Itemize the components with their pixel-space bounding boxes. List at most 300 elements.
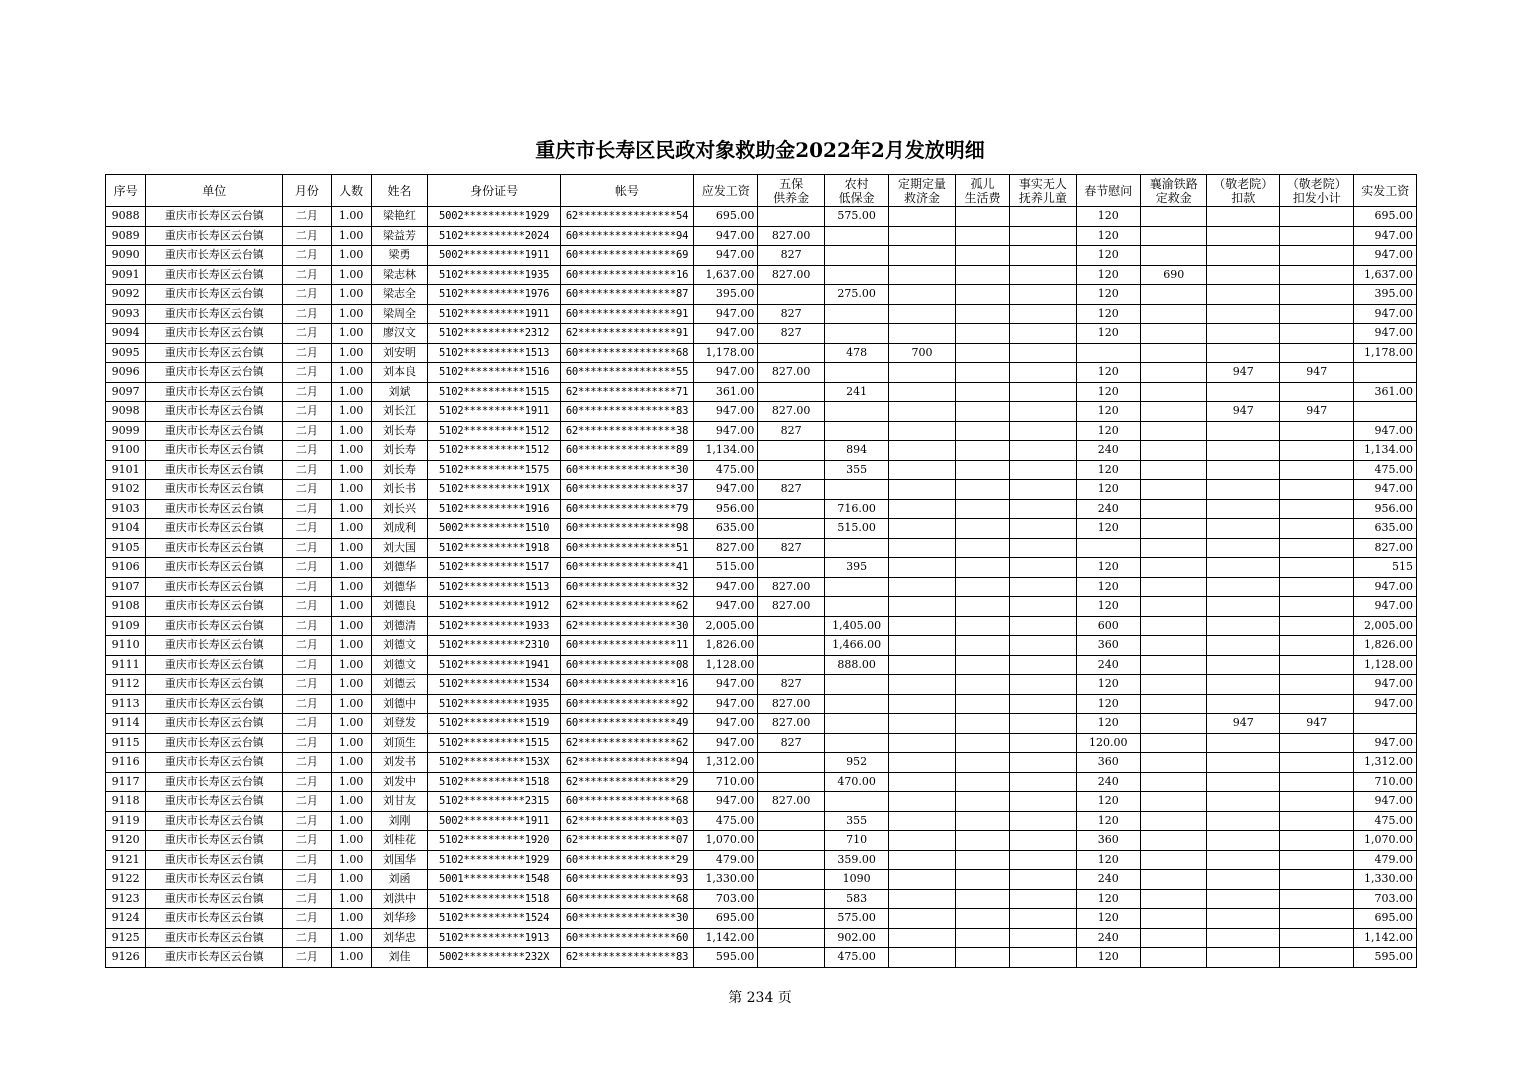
count-cell: 1.00	[331, 870, 371, 890]
month-cell: 二月	[283, 538, 331, 558]
name-cell: 刘德良	[371, 597, 427, 617]
five-guarantee-cell	[758, 616, 824, 636]
account-cell: 60****************68	[561, 343, 694, 363]
count-cell: 1.00	[331, 460, 371, 480]
page-number: 第 234 页	[728, 990, 792, 1006]
five-guarantee-cell: 827	[758, 304, 824, 324]
count-cell: 1.00	[331, 304, 371, 324]
nursing-home-deduction-subtotal-cell	[1279, 558, 1354, 578]
rural-subsistence-cell	[824, 226, 888, 246]
table-row	[106, 811, 1417, 831]
de-facto-unsupported-child-cell	[1010, 948, 1076, 968]
unit-cell: 重庆市长寿区云台镇	[146, 889, 283, 909]
rural-subsistence-cell: 583	[824, 889, 888, 909]
actual-pay-cell: 947.00	[1354, 675, 1417, 695]
regular-relief-cell	[889, 499, 955, 519]
name-cell: 刘长寿	[371, 421, 427, 441]
railway-relief-cell	[1141, 655, 1207, 675]
regular-relief-cell	[889, 480, 955, 500]
railway-relief-cell	[1141, 480, 1207, 500]
column-header-label: 单位	[202, 183, 227, 198]
id-number-cell: 5102**********1513	[428, 343, 561, 363]
regular-relief-cell	[889, 792, 955, 812]
nursing-home-deduction-cell	[1207, 675, 1279, 695]
orphan-allowance-cell	[955, 714, 1009, 734]
spring-festival-cell: 120	[1076, 694, 1140, 714]
nursing-home-deduction-subtotal-cell	[1279, 811, 1354, 831]
spring-festival-cell: 120	[1076, 519, 1140, 539]
nursing-home-deduction-subtotal-cell	[1279, 616, 1354, 636]
account-cell: 62****************62	[561, 733, 694, 753]
month-cell: 二月	[283, 870, 331, 890]
serial-cell: 9117	[106, 772, 146, 792]
railway-relief-cell	[1141, 499, 1207, 519]
railway-relief-cell	[1141, 577, 1207, 597]
serial-cell: 9103	[106, 499, 146, 519]
orphan-allowance-cell	[955, 616, 1009, 636]
column-header	[758, 175, 824, 207]
unit-cell: 重庆市长寿区云台镇	[146, 948, 283, 968]
orphan-allowance-cell	[955, 402, 1009, 422]
spring-festival-cell: 240	[1076, 441, 1140, 461]
actual-pay-cell: 827.00	[1354, 538, 1417, 558]
nursing-home-deduction-cell	[1207, 655, 1279, 675]
table-row	[106, 519, 1417, 539]
rural-subsistence-cell: 1,466.00	[824, 636, 888, 656]
actual-pay-cell: 947.00	[1354, 597, 1417, 617]
five-guarantee-cell	[758, 909, 824, 929]
nursing-home-deduction-subtotal-cell	[1279, 441, 1354, 461]
rural-subsistence-cell	[824, 480, 888, 500]
name-cell: 刘发书	[371, 753, 427, 773]
actual-pay-cell: 947.00	[1354, 421, 1417, 441]
column-header	[331, 175, 371, 207]
account-cell: 60****************60	[561, 928, 694, 948]
spring-festival-cell: 120.00	[1076, 733, 1140, 753]
count-cell: 1.00	[331, 948, 371, 968]
actual-pay-cell: 695.00	[1354, 909, 1417, 929]
account-cell: 62****************71	[561, 382, 694, 402]
five-guarantee-cell: 827.00	[758, 714, 824, 734]
de-facto-unsupported-child-cell	[1010, 480, 1076, 500]
railway-relief-cell	[1141, 811, 1207, 831]
spring-festival-cell	[1076, 343, 1140, 363]
rural-subsistence-cell	[824, 538, 888, 558]
nursing-home-deduction-subtotal-cell	[1279, 870, 1354, 890]
nursing-home-deduction-subtotal-cell	[1279, 382, 1354, 402]
nursing-home-deduction-cell	[1207, 480, 1279, 500]
serial-cell: 9096	[106, 363, 146, 383]
de-facto-unsupported-child-cell	[1010, 597, 1076, 617]
nursing-home-deduction-subtotal-cell	[1279, 246, 1354, 266]
name-cell: 刘佳	[371, 948, 427, 968]
actual-pay-cell	[1354, 714, 1417, 734]
spring-festival-cell: 120	[1076, 265, 1140, 285]
month-cell: 二月	[283, 460, 331, 480]
payable-cell: 1,312.00	[693, 753, 757, 773]
spring-festival-cell: 240	[1076, 772, 1140, 792]
payable-cell: 479.00	[693, 850, 757, 870]
de-facto-unsupported-child-cell	[1010, 207, 1076, 227]
de-facto-unsupported-child-cell	[1010, 538, 1076, 558]
payable-cell: 947.00	[693, 733, 757, 753]
five-guarantee-cell: 827.00	[758, 694, 824, 714]
spring-festival-cell: 120	[1076, 558, 1140, 578]
month-cell: 二月	[283, 831, 331, 851]
payable-cell: 947.00	[693, 675, 757, 695]
nursing-home-deduction-cell	[1207, 460, 1279, 480]
spring-festival-cell: 120	[1076, 226, 1140, 246]
nursing-home-deduction-subtotal-cell: 947	[1279, 363, 1354, 383]
name-cell: 梁周全	[371, 304, 427, 324]
railway-relief-cell	[1141, 421, 1207, 441]
month-cell: 二月	[283, 694, 331, 714]
rural-subsistence-cell	[824, 265, 888, 285]
id-number-cell: 5102**********2312	[428, 324, 561, 344]
orphan-allowance-cell	[955, 324, 1009, 344]
month-cell: 二月	[283, 246, 331, 266]
orphan-allowance-cell	[955, 538, 1009, 558]
account-cell: 60****************87	[561, 285, 694, 305]
column-header	[106, 175, 146, 207]
serial-cell: 9101	[106, 460, 146, 480]
railway-relief-cell	[1141, 870, 1207, 890]
actual-pay-cell: 395.00	[1354, 285, 1417, 305]
account-cell: 60****************94	[561, 226, 694, 246]
orphan-allowance-cell	[955, 207, 1009, 227]
spring-festival-cell: 120	[1076, 285, 1140, 305]
name-cell: 刘甘友	[371, 792, 427, 812]
nursing-home-deduction-subtotal-cell	[1279, 948, 1354, 968]
de-facto-unsupported-child-cell	[1010, 792, 1076, 812]
serial-cell: 9122	[106, 870, 146, 890]
month-cell: 二月	[283, 850, 331, 870]
orphan-allowance-cell	[955, 792, 1009, 812]
column-header-label: 身份证号	[470, 183, 519, 198]
nursing-home-deduction-cell	[1207, 792, 1279, 812]
rural-subsistence-cell: 241	[824, 382, 888, 402]
orphan-allowance-cell	[955, 343, 1009, 363]
rural-subsistence-cell: 395	[824, 558, 888, 578]
rural-subsistence-cell: 355	[824, 460, 888, 480]
serial-cell: 9107	[106, 577, 146, 597]
account-cell: 60****************93	[561, 870, 694, 890]
nursing-home-deduction-cell	[1207, 928, 1279, 948]
id-number-cell: 5102**********191X	[428, 480, 561, 500]
unit-cell: 重庆市长寿区云台镇	[146, 402, 283, 422]
payable-cell: 947.00	[693, 324, 757, 344]
month-cell: 二月	[283, 324, 331, 344]
nursing-home-deduction-cell	[1207, 558, 1279, 578]
actual-pay-cell: 595.00	[1354, 948, 1417, 968]
five-guarantee-cell: 827	[758, 246, 824, 266]
five-guarantee-cell	[758, 655, 824, 675]
column-header-label: 姓名	[387, 183, 412, 198]
rural-subsistence-cell: 575.00	[824, 909, 888, 929]
orphan-allowance-cell	[955, 285, 1009, 305]
month-cell: 二月	[283, 402, 331, 422]
payable-cell: 710.00	[693, 772, 757, 792]
count-cell: 1.00	[331, 675, 371, 695]
column-header-label: 供养金	[773, 190, 810, 205]
de-facto-unsupported-child-cell	[1010, 343, 1076, 363]
unit-cell: 重庆市长寿区云台镇	[146, 285, 283, 305]
de-facto-unsupported-child-cell	[1010, 909, 1076, 929]
spring-festival-cell: 120	[1076, 850, 1140, 870]
column-header-label: 五保	[779, 176, 804, 191]
name-cell: 刘德清	[371, 616, 427, 636]
spring-festival-cell: 120	[1076, 948, 1140, 968]
railway-relief-cell	[1141, 831, 1207, 851]
serial-cell: 9105	[106, 538, 146, 558]
account-cell: 62****************62	[561, 597, 694, 617]
table-row	[106, 694, 1417, 714]
spring-festival-cell: 120	[1076, 460, 1140, 480]
unit-cell: 重庆市长寿区云台镇	[146, 226, 283, 246]
actual-pay-cell: 947.00	[1354, 246, 1417, 266]
de-facto-unsupported-child-cell	[1010, 441, 1076, 461]
serial-cell: 9126	[106, 948, 146, 968]
table-row	[106, 324, 1417, 344]
month-cell: 二月	[283, 733, 331, 753]
unit-cell: 重庆市长寿区云台镇	[146, 714, 283, 734]
orphan-allowance-cell	[955, 519, 1009, 539]
id-number-cell: 5002**********1929	[428, 207, 561, 227]
relief-payment-table	[105, 174, 1417, 968]
month-cell: 二月	[283, 343, 331, 363]
name-cell: 刘华忠	[371, 928, 427, 948]
id-number-cell: 5102**********153X	[428, 753, 561, 773]
count-cell: 1.00	[331, 421, 371, 441]
nursing-home-deduction-subtotal-cell	[1279, 265, 1354, 285]
name-cell: 刘长书	[371, 480, 427, 500]
five-guarantee-cell	[758, 772, 824, 792]
count-cell: 1.00	[331, 831, 371, 851]
spring-festival-cell: 240	[1076, 928, 1140, 948]
railway-relief-cell	[1141, 460, 1207, 480]
name-cell: 刘长寿	[371, 441, 427, 461]
actual-pay-cell: 947.00	[1354, 324, 1417, 344]
de-facto-unsupported-child-cell	[1010, 460, 1076, 480]
count-cell: 1.00	[331, 811, 371, 831]
month-cell: 二月	[283, 675, 331, 695]
nursing-home-deduction-subtotal-cell	[1279, 753, 1354, 773]
column-header-label: 定救金	[1155, 190, 1192, 205]
nursing-home-deduction-cell	[1207, 870, 1279, 890]
de-facto-unsupported-child-cell	[1010, 363, 1076, 383]
de-facto-unsupported-child-cell	[1010, 928, 1076, 948]
rural-subsistence-cell: 952	[824, 753, 888, 773]
column-header-label: 农村	[844, 176, 869, 191]
table-row	[106, 382, 1417, 402]
orphan-allowance-cell	[955, 928, 1009, 948]
payable-cell: 947.00	[693, 421, 757, 441]
railway-relief-cell	[1141, 207, 1207, 227]
de-facto-unsupported-child-cell	[1010, 772, 1076, 792]
id-number-cell: 5102**********1913	[428, 928, 561, 948]
table-row	[106, 655, 1417, 675]
regular-relief-cell	[889, 304, 955, 324]
rural-subsistence-cell: 1090	[824, 870, 888, 890]
regular-relief-cell	[889, 265, 955, 285]
unit-cell: 重庆市长寿区云台镇	[146, 655, 283, 675]
month-cell: 二月	[283, 499, 331, 519]
id-number-cell: 5002**********1510	[428, 519, 561, 539]
spring-festival-cell: 120	[1076, 304, 1140, 324]
month-cell: 二月	[283, 480, 331, 500]
orphan-allowance-cell	[955, 948, 1009, 968]
orphan-allowance-cell	[955, 441, 1009, 461]
nursing-home-deduction-cell	[1207, 772, 1279, 792]
rural-subsistence-cell: 716.00	[824, 499, 888, 519]
railway-relief-cell	[1141, 850, 1207, 870]
table-row	[106, 636, 1417, 656]
payable-cell: 635.00	[693, 519, 757, 539]
table-row	[106, 246, 1417, 266]
account-cell: 60****************55	[561, 363, 694, 383]
nursing-home-deduction-cell	[1207, 265, 1279, 285]
regular-relief-cell	[889, 538, 955, 558]
column-header	[955, 175, 1009, 207]
spring-festival-cell: 120	[1076, 421, 1140, 441]
railway-relief-cell	[1141, 246, 1207, 266]
actual-pay-cell: 475.00	[1354, 811, 1417, 831]
unit-cell: 重庆市长寿区云台镇	[146, 694, 283, 714]
column-header	[824, 175, 888, 207]
nursing-home-deduction-cell	[1207, 753, 1279, 773]
actual-pay-cell: 1,134.00	[1354, 441, 1417, 461]
name-cell: 刘长江	[371, 402, 427, 422]
actual-pay-cell: 635.00	[1354, 519, 1417, 539]
orphan-allowance-cell	[955, 909, 1009, 929]
rural-subsistence-cell: 710	[824, 831, 888, 851]
month-cell: 二月	[283, 792, 331, 812]
nursing-home-deduction-cell	[1207, 850, 1279, 870]
unit-cell: 重庆市长寿区云台镇	[146, 616, 283, 636]
five-guarantee-cell: 827	[758, 324, 824, 344]
spring-festival-cell: 120	[1076, 382, 1140, 402]
column-header	[1076, 175, 1140, 207]
month-cell: 二月	[283, 616, 331, 636]
unit-cell: 重庆市长寿区云台镇	[146, 792, 283, 812]
payable-cell: 947.00	[693, 304, 757, 324]
payable-cell: 1,134.00	[693, 441, 757, 461]
table-body	[106, 207, 1417, 968]
regular-relief-cell	[889, 636, 955, 656]
railway-relief-cell: 690	[1141, 265, 1207, 285]
id-number-cell: 5002**********232X	[428, 948, 561, 968]
railway-relief-cell	[1141, 382, 1207, 402]
rural-subsistence-cell	[824, 246, 888, 266]
table-row	[106, 265, 1417, 285]
id-number-cell: 5102**********2315	[428, 792, 561, 812]
id-number-cell: 5102**********1534	[428, 675, 561, 695]
table-row	[106, 402, 1417, 422]
unit-cell: 重庆市长寿区云台镇	[146, 597, 283, 617]
table-row	[106, 616, 1417, 636]
de-facto-unsupported-child-cell	[1010, 246, 1076, 266]
regular-relief-cell	[889, 889, 955, 909]
table-row	[106, 753, 1417, 773]
nursing-home-deduction-cell	[1207, 246, 1279, 266]
actual-pay-cell: 947.00	[1354, 694, 1417, 714]
unit-cell: 重庆市长寿区云台镇	[146, 343, 283, 363]
nursing-home-deduction-cell: 947	[1207, 363, 1279, 383]
column-header-label: 事实无人	[1018, 176, 1067, 191]
rural-subsistence-cell	[824, 792, 888, 812]
regular-relief-cell	[889, 441, 955, 461]
serial-cell: 9121	[106, 850, 146, 870]
actual-pay-cell: 947.00	[1354, 577, 1417, 597]
account-cell: 62****************54	[561, 207, 694, 227]
unit-cell: 重庆市长寿区云台镇	[146, 363, 283, 383]
payable-cell: 515.00	[693, 558, 757, 578]
regular-relief-cell	[889, 519, 955, 539]
count-cell: 1.00	[331, 343, 371, 363]
nursing-home-deduction-subtotal-cell	[1279, 304, 1354, 324]
table-row	[106, 870, 1417, 890]
payable-cell: 947.00	[693, 597, 757, 617]
account-cell: 62****************91	[561, 324, 694, 344]
name-cell: 刘本良	[371, 363, 427, 383]
name-cell: 刘刚	[371, 811, 427, 831]
table-row	[106, 772, 1417, 792]
id-number-cell: 5102**********1976	[428, 285, 561, 305]
de-facto-unsupported-child-cell	[1010, 850, 1076, 870]
payable-cell: 947.00	[693, 577, 757, 597]
regular-relief-cell	[889, 558, 955, 578]
de-facto-unsupported-child-cell	[1010, 304, 1076, 324]
id-number-cell: 5102**********1516	[428, 363, 561, 383]
count-cell: 1.00	[331, 519, 371, 539]
name-cell: 刘长兴	[371, 499, 427, 519]
railway-relief-cell	[1141, 402, 1207, 422]
serial-cell: 9100	[106, 441, 146, 461]
railway-relief-cell	[1141, 558, 1207, 578]
name-cell: 刘德华	[371, 558, 427, 578]
five-guarantee-cell: 827	[758, 538, 824, 558]
id-number-cell: 5102**********1941	[428, 655, 561, 675]
unit-cell: 重庆市长寿区云台镇	[146, 538, 283, 558]
serial-cell: 9124	[106, 909, 146, 929]
payable-cell: 395.00	[693, 285, 757, 305]
rural-subsistence-cell: 888.00	[824, 655, 888, 675]
table-row	[106, 304, 1417, 324]
month-cell: 二月	[283, 285, 331, 305]
month-cell: 二月	[283, 655, 331, 675]
account-cell: 60****************79	[561, 499, 694, 519]
column-header-label: （敬老院）	[1286, 176, 1347, 191]
id-number-cell: 5102**********1512	[428, 441, 561, 461]
id-number-cell: 5102**********1513	[428, 577, 561, 597]
table-header	[106, 175, 1417, 207]
de-facto-unsupported-child-cell	[1010, 285, 1076, 305]
five-guarantee-cell	[758, 889, 824, 909]
actual-pay-cell: 1,826.00	[1354, 636, 1417, 656]
nursing-home-deduction-cell	[1207, 519, 1279, 539]
month-cell: 二月	[283, 207, 331, 227]
de-facto-unsupported-child-cell	[1010, 265, 1076, 285]
payable-cell: 695.00	[693, 207, 757, 227]
name-cell: 刘桂花	[371, 831, 427, 851]
account-cell: 60****************16	[561, 265, 694, 285]
unit-cell: 重庆市长寿区云台镇	[146, 928, 283, 948]
count-cell: 1.00	[331, 538, 371, 558]
railway-relief-cell	[1141, 519, 1207, 539]
unit-cell: 重庆市长寿区云台镇	[146, 675, 283, 695]
five-guarantee-cell: 827.00	[758, 792, 824, 812]
unit-cell: 重庆市长寿区云台镇	[146, 753, 283, 773]
